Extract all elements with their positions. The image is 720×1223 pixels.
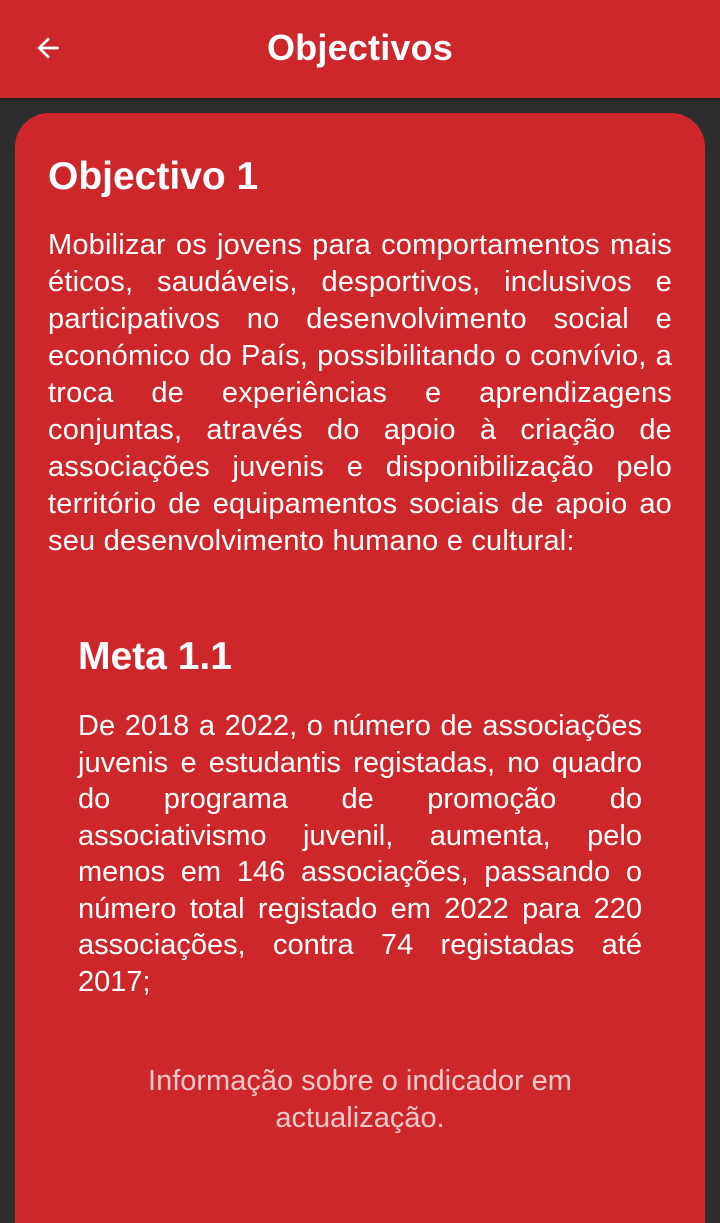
- meta-description: De 2018 a 2022, o número de associações juvenis e estudantis registadas, no quadro do programa de promoção do associativismo juvenil, aumenta, pelo menos em 146 associações, passando o número total registado em 2022 para 220 associações, contra 74 registadas até 2017;: [78, 710, 642, 998]
- app-bar: [0, 0, 720, 98]
- objective-title: Objectivo 1: [48, 155, 259, 198]
- indicator-info: Informação sobre o indicador em actualização.: [148, 1065, 572, 1134]
- meta-section: [78, 631, 642, 1000]
- objective-description: Mobilizar os jovens para comportamentos mais éticos, saudáveis, desportivos, inclusivos e participativos no desenvolvimento social e económico do País, possibilitando o convívio, a troca de experiências e aprendizagens conjuntas, através do apoio à criação de associações juvenis e disponibilização pelo território de equipamentos sociais de apoio ao seu desenvolvimento humano e cultural:: [48, 229, 672, 557]
- meta-title: Meta 1.1: [78, 635, 232, 678]
- page-title: Objectivos: [266, 27, 454, 68]
- objective-card: [15, 113, 705, 1223]
